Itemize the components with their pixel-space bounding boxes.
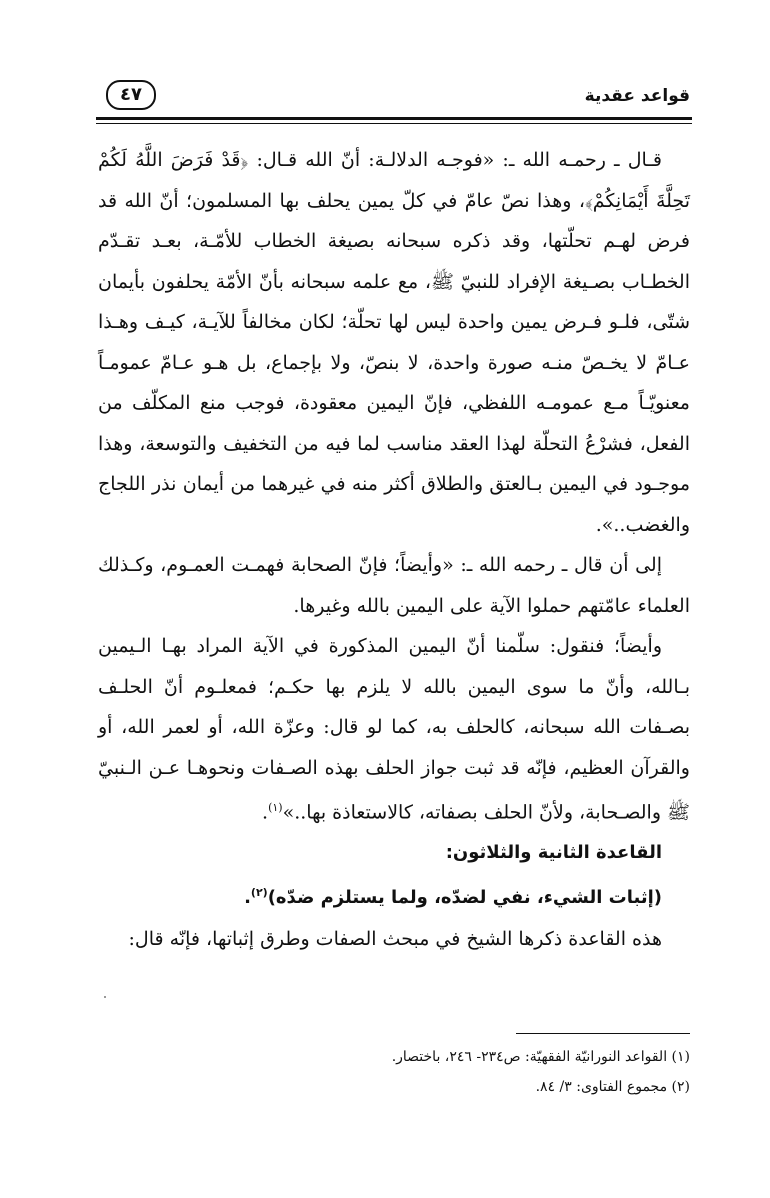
footnote-2: (٢) مجموع الفتاوى: ٣/ ٨٤.: [535, 1079, 690, 1095]
page-number: ٤٧: [106, 80, 156, 110]
running-title: قواعد عقدية: [584, 86, 690, 106]
footnotes: [170, 1042, 690, 1102]
paragraph-quote-3: [98, 626, 690, 833]
footnote-ref-2: (٢): [250, 886, 268, 900]
footnote-separator: [516, 1033, 690, 1034]
rule-statement: [98, 873, 690, 919]
rule-heading: القاعدة الثانية والثلاثون:: [445, 841, 662, 863]
paragraph-quote-1: قـال ـ رحمـه الله ـ: «فوجـه الدلالـة: أنّ الله قـال: ﴿قَدْ فَرَضَ اللَّهُ لَكُمْ تَحِلَّةَ أَيْمَانِكُمْ﴾، وهذا نصّ عامّ في كلّ يمين يحلف بها المسلمون؛ أنّ الله قد فرض لهـم تحلّتها، وقد ذكره سبحانه بصيغة الخطاب للأمّـة، بعـد تقـدّم الخطـاب بصـيغة الإفراد للنبيّ ﷺ، مع علمه سبحانه بأنّ الأمّة يحلفون بأيمان شتّى، فلـو فـرض يمين واحدة ليس لها تحلّة؛ لكان مخالفاً للآيـة، كيـف وهـذا عـامّ لا يخـصّ منـه صورة واحدة، لا بنصّ، ولا بإجماع، بل هـو عـامّ عمومـاً معنويّـاً مـع عمومـه اللفظي، فإنّ اليمين معقودة، فوجب منع المكلّف من الفعل، فشرْعُ التحلّة لهذا العقد مناسب لما فيه من التخفيف والتوسعة، وهذا موجـود في اليمين بـالعتق والطلاق أكثر منه في غيرهما من أيمان نذر اللجاج والغضب..».: [98, 149, 690, 536]
header-rule-thick: [96, 117, 692, 120]
stray-mark: [104, 996, 106, 998]
paragraph-quote-2: إلى أن قال ـ رحمه الله ـ: «وأيضاً؛ فإنّ الصحابة فهمـت العمـوم، وكـذلك العلماء عامّتهم حملوا الآية على اليمين بالله وغيرها.: [98, 554, 690, 617]
rule-statement-end: .: [244, 887, 251, 909]
paragraph-intro: هذه القاعدة ذكرها الشيخ في مبحث الصفات وطرق إثباتها، فإنّه قال:: [128, 927, 662, 950]
paragraph-quote-3-end: .: [262, 801, 269, 824]
main-text: [98, 140, 690, 959]
header-rule-thin: [96, 123, 692, 124]
footnote-ref-1: (١): [268, 801, 283, 814]
page-header: [98, 78, 690, 118]
paragraph-quote-3-text: وأيضاً؛ فنقول: سلّمنا أنّ اليمين المذكورة في الآية المراد بهـا الـيمين بـالله، وأنّ ما سوى اليمين بالله لا يلزم بها حكـم؛ فمعلـوم أنّ الحلـف بصـفات الله سبحانه، كالحلف به، كما لو قال: وعزّة الله، أو لعمر الله، أو والقرآن العظيم، فإنّه قد ثبت جواز الحلف بهذه الصـفات ونحوهـا عـن الـنبيّ ﷺ والصـحابة، ولأنّ الحلف بصفاته، كالاستعاذة بها..»: [98, 635, 690, 824]
footnote-1: (١) القواعد النورانيّة الفقهيّة: ص٢٣٤- ٢٤٦، باختصار.: [391, 1049, 690, 1065]
rule-statement-text: (إثبات الشيء، نفي لضدّه، ولما يستلزم ضدّه): [267, 887, 662, 909]
